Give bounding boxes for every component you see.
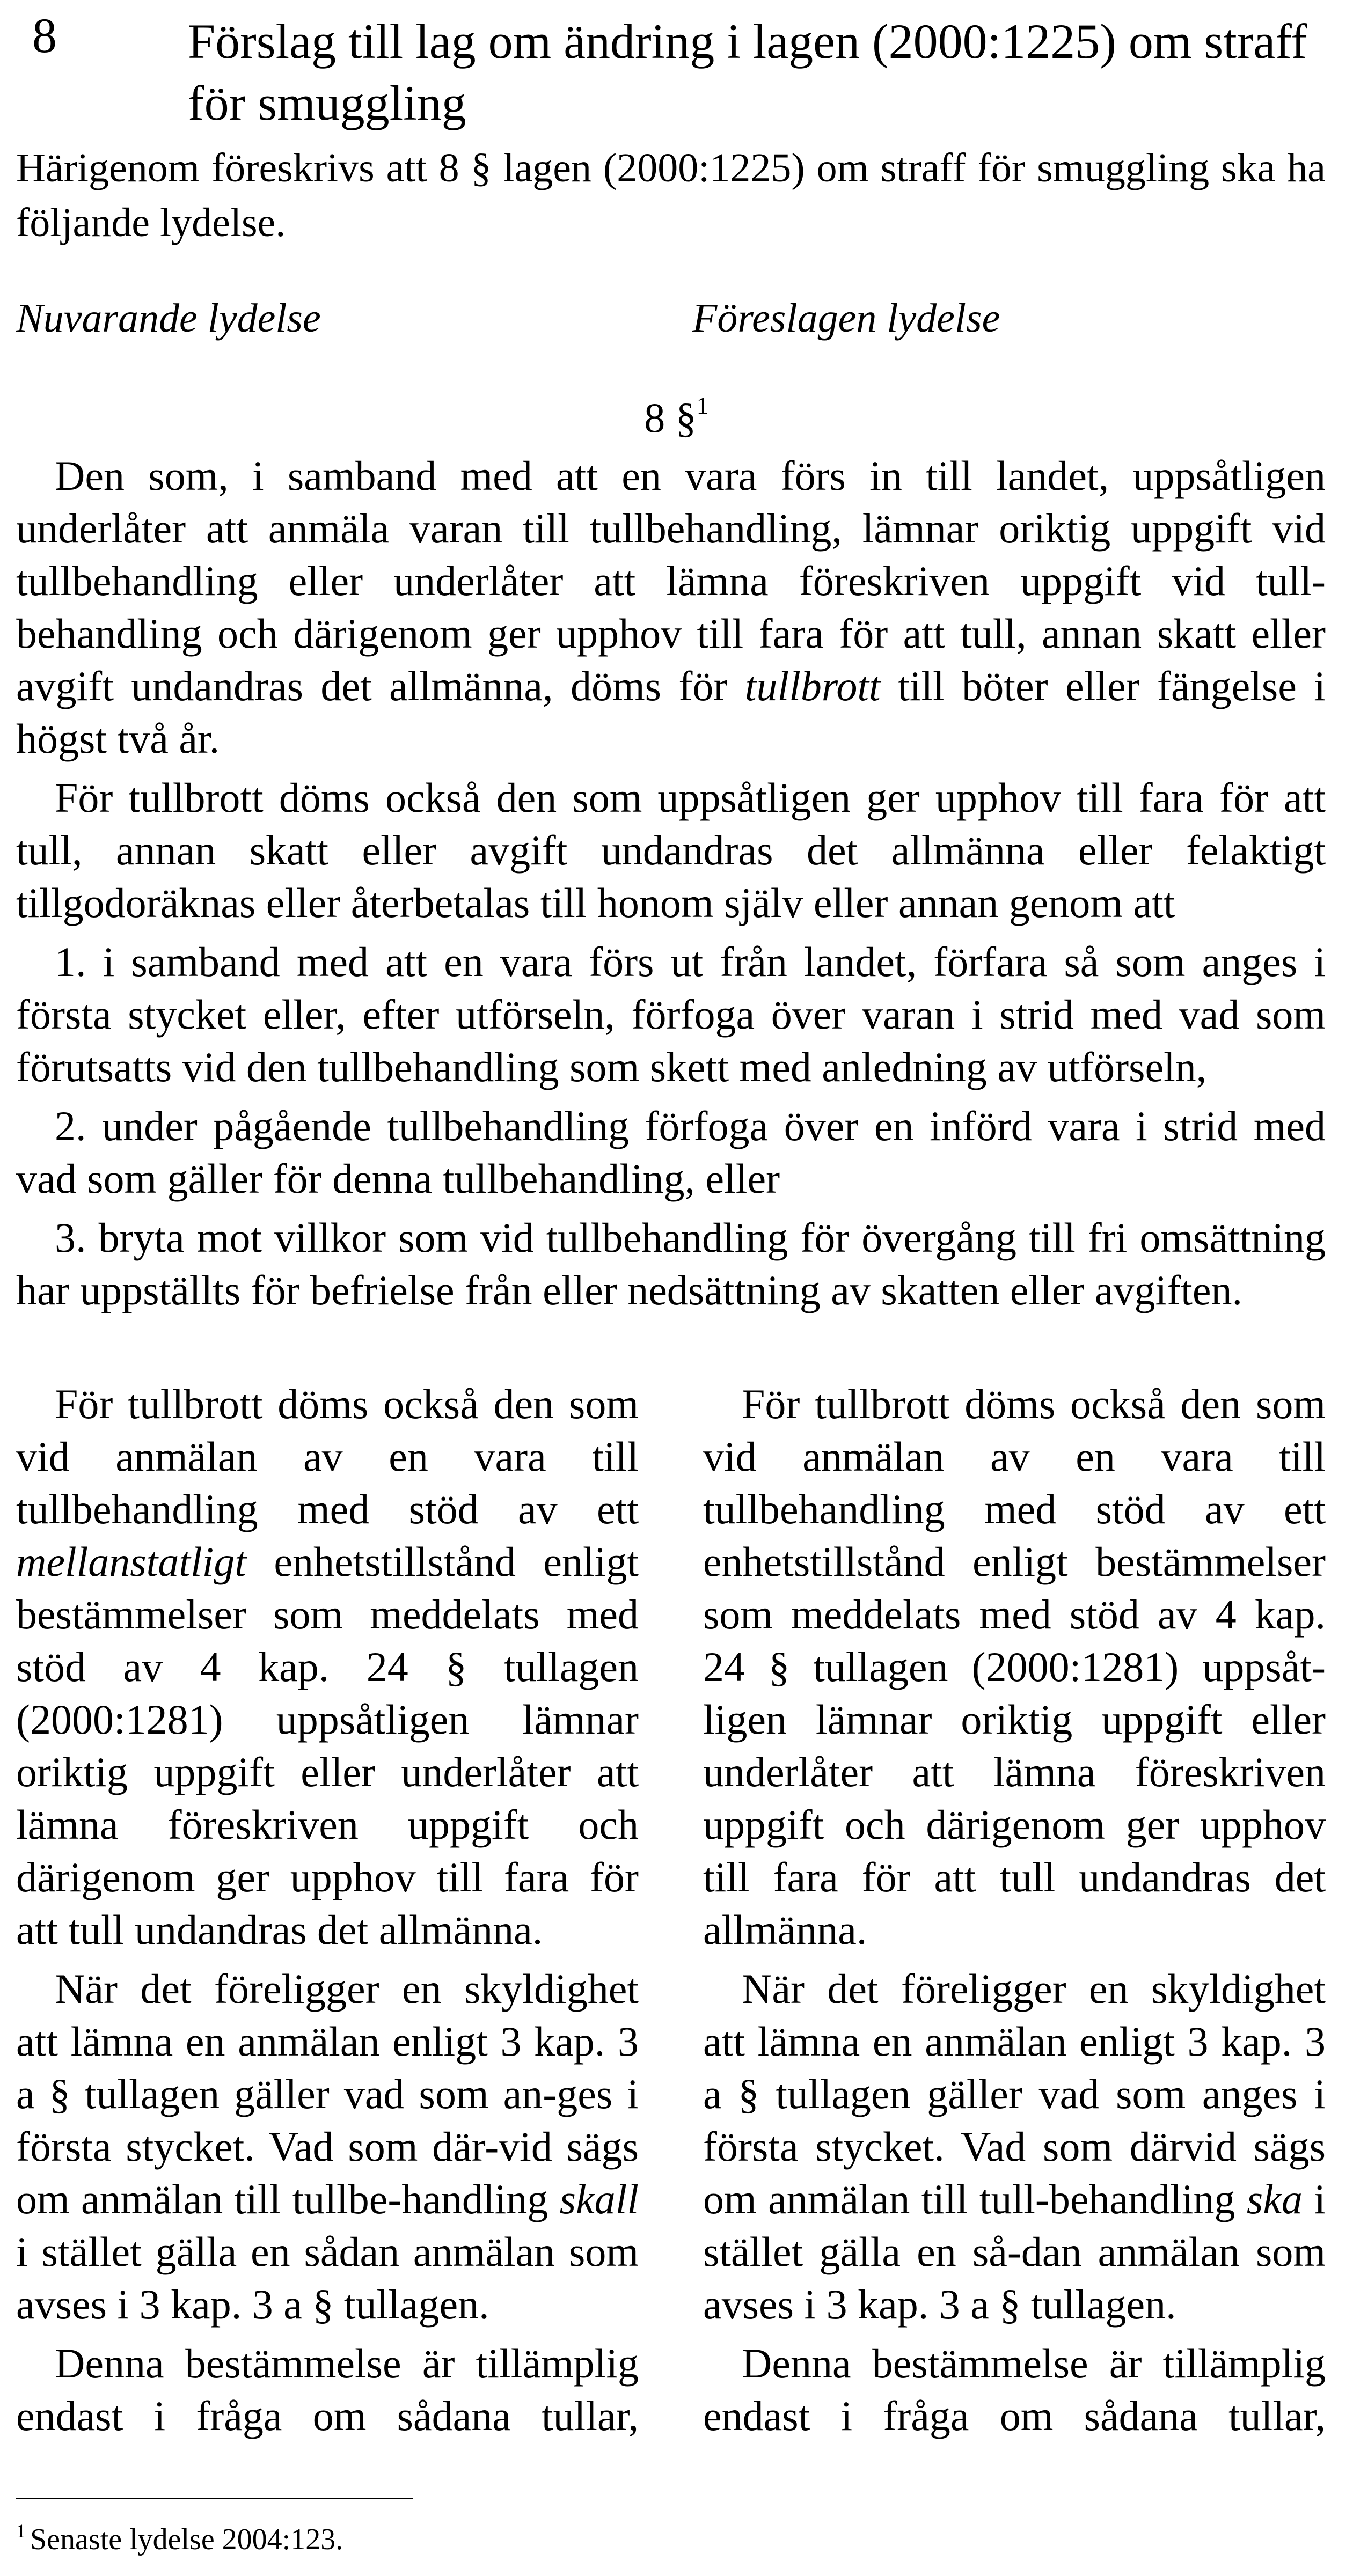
- footnote-mark: 1: [16, 2520, 26, 2542]
- common-text: [16, 450, 1326, 1317]
- intro-paragraph: Härigenom föreskrivs att 8 § lagen (2000:1225) om straff för smuggling ska ha följande lydelse.: [16, 145, 1326, 245]
- current-wording-column: [16, 1378, 639, 2442]
- current-p1-before: För tullbrott döms också den som vid anmälan av en vara till tullbehandling med stöd av ett: [16, 1381, 639, 1532]
- common-paragraph-1: [16, 450, 1326, 765]
- proposed-p2-after: i stället gälla en så-dan anmälan som avses i 3 kap. 3 a § tullagen.: [703, 2176, 1326, 2328]
- proposal-number: 8: [32, 8, 57, 63]
- proposed-p2-italic: ska: [1246, 2176, 1303, 2222]
- proposal-title: Förslag till lag om ändring i lagen (2000:1225) om straff för smuggling: [188, 14, 1307, 130]
- common-list-item-3: 3. bryta mot villkor som vid tullbehandling för övergång till fri omsättning har uppställts för befrielse från eller nedsättning av skatten eller avgiften.: [16, 1214, 1326, 1313]
- proposed-wording-label: Föreslagen lydelse: [692, 296, 1000, 341]
- current-p2-italic: skall: [559, 2176, 639, 2222]
- section-label: 8 §: [644, 394, 697, 441]
- common-list-item-1: 1. i samband med att en vara förs ut från landet, förfara så som anges i första stycket eller, efter utförseln, förfoga över varan i strid med vad som förutsatts vid den tullbehandling som skett med anledning av utförseln,: [16, 938, 1326, 1090]
- common-p1-after: till böter eller fängelse i högst två år.: [16, 663, 1326, 762]
- proposed-paragraph-3: Denna bestämmelse är tillämplig endast i fråga om sådana tullar,: [703, 2340, 1326, 2439]
- section-heading: [0, 392, 1353, 441]
- common-p1-italic: tullbrott: [744, 663, 881, 709]
- common-p1-before: Den som, i samband med att en vara förs in till landet, uppsåtligen underlåter att anmäla varan till tullbehandling, lämnar oriktig uppgift vid tullbehandling eller underlåter att lämna föreskriven uppgift vid tull-behandling och därigenom ger upphov till fara för att tull, annan skatt eller avgift undandras det allmänna, döms för: [16, 452, 1326, 709]
- current-p2-after: i stället gälla en sådan anmälan som avses i 3 kap. 3 a § tullagen.: [16, 2228, 639, 2328]
- footnote: [16, 2520, 343, 2556]
- current-p1-after: enhetstillstånd enligt bestämmelser som meddelats med stöd av 4 kap. 24 § tullagen (2000:1281) uppsåtligen lämnar oriktig uppgift eller underlåter att lämna föreskriven uppgift och därigenom ger upphov till fara för att tull undandras det allmänna.: [16, 1538, 639, 1953]
- proposed-paragraph-2: [703, 1963, 1326, 2331]
- current-p1-italic: mellanstatligt: [16, 1538, 246, 1585]
- current-wording-label: Nuvarande lydelse: [16, 296, 321, 341]
- footnote-text: Senaste lydelse 2004:123.: [30, 2523, 343, 2556]
- proposed-wording-column: [703, 1378, 1326, 2442]
- current-paragraph-2: [16, 1963, 639, 2331]
- current-paragraph-1: [16, 1378, 639, 1956]
- current-paragraph-3: Denna bestämmelse är tillämplig endast i fråga om sådana tullar,: [16, 2340, 639, 2439]
- proposed-p2-before: När det föreligger en skyldighet att lämna en anmälan enligt 3 kap. 3 a § tullagen gäller vad som anges i första stycket. Vad som därvid sägs om anmälan till tull-behandling: [703, 1965, 1326, 2222]
- common-list-item-2: 2. under pågående tullbehandling förfoga över en införd vara i strid med vad som gäller för denna tullbehandling, eller: [16, 1103, 1326, 1202]
- common-paragraph-2: För tullbrott döms också den som uppsåtligen ger upphov till fara för att tull, annan skatt eller avgift undandras det allmänna eller felaktigt tillgodoräknas eller återbetalas till honom själv eller annan genom att: [16, 774, 1326, 926]
- current-p2-before: När det föreligger en skyldighet att lämna en anmälan enligt 3 kap. 3 a § tullagen gäller vad som an-ges i första stycket. Vad som där-vid sägs om anmälan till tullbe-handling: [16, 1965, 639, 2222]
- proposed-paragraph-1: För tullbrott döms också den som vid anmälan av en vara till tullbehandling med stöd av ett enhetstillstånd enligt bestämmelser som meddelats med stöd av 4 kap. 24 § tullagen (2000:1281) uppsåt-ligen lämnar oriktig uppgift eller underlåter att lämna föreskriven uppgift och därigenom ger upphov till fara för att tull undandras det allmänna.: [703, 1381, 1326, 1953]
- footnote-reference: 1: [696, 392, 709, 419]
- footnote-divider: [16, 2498, 413, 2499]
